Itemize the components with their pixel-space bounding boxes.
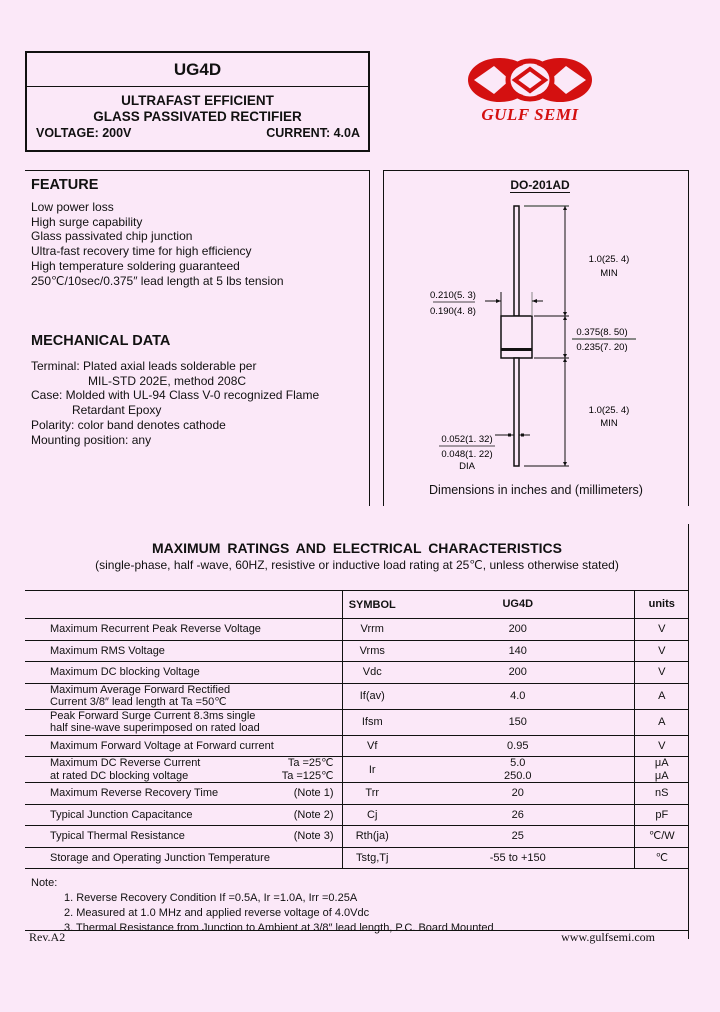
part-number: UG4D — [27, 53, 368, 87]
feature-item: High temperature soldering guaranteed — [31, 258, 240, 273]
value-cell: 4.0 — [402, 683, 634, 709]
param-label: Maximum Reverse Recovery Time — [50, 787, 219, 799]
body-dia-max-label: 0.210(5. 3) — [430, 290, 476, 301]
value-cell: 0.95 — [402, 735, 634, 757]
table-row — [25, 662, 689, 684]
unit-cell: pF — [634, 804, 689, 826]
unit-cell: ℃/W — [634, 826, 689, 848]
table-row — [25, 735, 689, 757]
value-cell: 200 — [402, 619, 634, 641]
symbol-cell: Trr — [342, 783, 402, 805]
mechanical-mounting: Mounting position: any — [31, 432, 152, 447]
value-cell: 25 — [402, 826, 634, 848]
param-cell — [25, 826, 342, 848]
diode-body-icon — [501, 316, 532, 358]
feature-item: Low power loss — [31, 200, 114, 214]
table-header-row — [25, 591, 689, 619]
mechanical-terminal: Terminal: Plated axial leads solderable per — [31, 359, 257, 373]
lead-dia-label: DIA — [459, 461, 475, 472]
param-label: Typical Junction Capacitance — [50, 808, 193, 821]
param-cell — [25, 757, 342, 783]
feature-title: FEATURE — [31, 177, 99, 193]
value-cell — [402, 757, 634, 783]
note-item: 3. Thermal Resistance from Junction to Ambient at 3/8″ lead length, P.C. Board Mounted — [64, 922, 494, 934]
cathode-band-icon — [501, 348, 532, 351]
symbol-cell: If(av) — [342, 683, 402, 709]
param-cell: Storage and Operating Junction Temperature — [25, 847, 342, 869]
param-line: half sine-wave superimposed on rated load — [50, 722, 260, 734]
website-link[interactable]: www.gulfsemi.com — [561, 930, 655, 944]
mechanical-data-list — [31, 359, 319, 447]
mechanical-case: Case: Molded with UL-94 Class V-0 recognized Flame — [31, 388, 320, 403]
param-cell — [25, 783, 342, 805]
unit-cell: V — [634, 619, 689, 641]
param-line: Maximum DC Reverse Current — [50, 757, 201, 769]
unit-line: μA — [654, 757, 669, 769]
feature-list — [31, 200, 284, 288]
notes-title: Note: — [31, 877, 58, 889]
unit-cell: V — [634, 640, 689, 662]
note-item: 2. Measured at 1.0 MHz and applied reverse voltage of 4.0Vdc — [64, 907, 370, 919]
symbol-cell: Vdc — [342, 662, 402, 684]
symbol-cell: Vf — [342, 735, 402, 757]
symbol-cell: Cj — [342, 804, 402, 826]
table-row — [25, 847, 689, 869]
param-line: at rated DC blocking voltage — [50, 769, 189, 782]
note-ref: (Note 1) — [293, 787, 334, 799]
note-item: 1. Reverse Recovery Condition If =0.5A, Ir =1.0A, Irr =0.25A — [64, 892, 358, 904]
title-box — [25, 51, 370, 152]
param-line: Current 3/8″ lead length at Ta =50℃ — [50, 696, 227, 708]
description-line-2: GLASS PASSIVATED RECTIFIER — [93, 109, 302, 124]
value-cell: -55 to +150 — [402, 847, 634, 869]
col-value: UG4D — [402, 591, 634, 619]
note-ref: (Note 2) — [293, 808, 334, 821]
param-label: Typical Thermal Resistance — [50, 830, 185, 842]
value-cell: 26 — [402, 804, 634, 826]
mechanical-data-title: MECHANICAL DATA — [31, 333, 171, 349]
feature-item: High surge capability — [31, 214, 143, 229]
table-row — [25, 709, 689, 735]
value-line: 250.0 — [503, 769, 532, 782]
unit-cell: nS — [634, 783, 689, 805]
condition: Ta =125℃ — [281, 769, 334, 782]
param-cell: Maximum Forward Voltage at Forward current — [25, 735, 342, 757]
description-line-1: ULTRAFAST EFFICIENT — [121, 93, 274, 108]
table-row — [25, 640, 689, 662]
bottom-lead-icon — [514, 358, 519, 466]
value-cell: 20 — [402, 783, 634, 805]
package-outline-diagram — [383, 190, 689, 480]
feature-item: Ultra-fast recovery time for high efficiency — [31, 244, 252, 259]
param-cell: Maximum Recurrent Peak Reverse Voltage — [25, 619, 342, 641]
lead-dia-max-label: 0.052(1. 32) — [441, 434, 493, 445]
feature-panel-top-border — [25, 170, 370, 171]
unit-cell — [634, 757, 689, 783]
param-cell — [25, 683, 342, 709]
current-rating: CURRENT: 4.0A — [266, 126, 360, 140]
symbol-cell: Vrrm — [342, 619, 402, 641]
package-caption: Dimensions in inches and (millimeters) — [429, 483, 643, 497]
table-row — [25, 757, 689, 783]
ratings-subtitle: (single-phase, half -wave, 60HZ, resistive or inductive load rating at 25℃, unless otherwise stated) — [95, 558, 619, 572]
param-cell — [25, 804, 342, 826]
unit-cell: A — [634, 683, 689, 709]
feature-item: 250℃/10sec/0.375″ lead length at 5 lbs tension — [31, 273, 284, 288]
unit-cell: A — [634, 709, 689, 735]
bottom-lead-min-label: MIN — [600, 418, 618, 429]
col-parameter — [25, 591, 342, 619]
lead-dia-min-label: 0.048(1. 22) — [441, 449, 493, 460]
param-cell: Maximum DC blocking Voltage — [25, 662, 342, 684]
symbol-cell: Vrms — [342, 640, 402, 662]
unit-cell: ℃ — [634, 847, 689, 869]
note-ref: (Note 3) — [293, 830, 334, 842]
unit-cell: V — [634, 662, 689, 684]
param-line: Peak Forward Surge Current 8.3ms single — [50, 709, 256, 722]
body-length-max-label: 0.375(8. 50) — [576, 327, 628, 338]
value-cell: 200 — [402, 662, 634, 684]
param-line: Maximum Average Forward Rectified — [50, 683, 231, 696]
symbol-cell: Ifsm — [342, 709, 402, 735]
value-cell: 140 — [402, 640, 634, 662]
package-name: DO-201AD — [510, 178, 570, 192]
feature-panel-right-border — [369, 170, 370, 506]
table-row — [25, 683, 689, 709]
mechanical-polarity: Polarity: color band denotes cathode — [31, 417, 226, 432]
ratings-table — [25, 590, 689, 869]
table-row — [25, 826, 689, 848]
table-row — [25, 619, 689, 641]
col-units: units — [634, 591, 689, 619]
voltage-current-row — [27, 125, 368, 141]
unit-cell: V — [634, 735, 689, 757]
symbol-cell: Ir — [342, 757, 402, 783]
voltage-rating: VOLTAGE: 200V — [36, 126, 132, 140]
col-symbol: SYMBOL — [342, 591, 402, 619]
mechanical-case-cont: Retardant Epoxy — [72, 403, 162, 418]
package-panel-top-border — [383, 170, 689, 171]
ratings-title: MAXIMUM RATINGS AND ELECTRICAL CHARACTERISTICS — [152, 540, 562, 556]
body-dia-min-label: 0.190(4. 8) — [430, 306, 476, 317]
top-lead-length-label: 1.0(25. 4) — [588, 254, 630, 265]
revision-label: Rev.A2 — [29, 930, 66, 944]
condition: Ta =25℃ — [287, 757, 334, 769]
symbol-cell: Rth(ja) — [342, 826, 402, 848]
param-cell — [25, 709, 342, 735]
top-lead-icon — [514, 206, 519, 316]
table-row — [25, 783, 689, 805]
notes — [31, 876, 494, 936]
feature-item: Glass passivated chip junction — [31, 229, 193, 244]
logo-text: GULF SEMI — [481, 105, 579, 124]
bottom-lead-length-label: 1.0(25. 4) — [588, 405, 630, 416]
unit-line: μA — [654, 769, 669, 782]
param-cell: Maximum RMS Voltage — [25, 640, 342, 662]
body-length-min-label: 0.235(7. 20) — [576, 342, 628, 353]
value-cell: 150 — [402, 709, 634, 735]
top-lead-min-label: MIN — [600, 268, 618, 279]
symbol-cell: Tstg,Tj — [342, 847, 402, 869]
mechanical-terminal-cont: MIL-STD 202E, method 208C — [88, 373, 247, 388]
table-row — [25, 804, 689, 826]
value-line: 5.0 — [510, 757, 526, 769]
